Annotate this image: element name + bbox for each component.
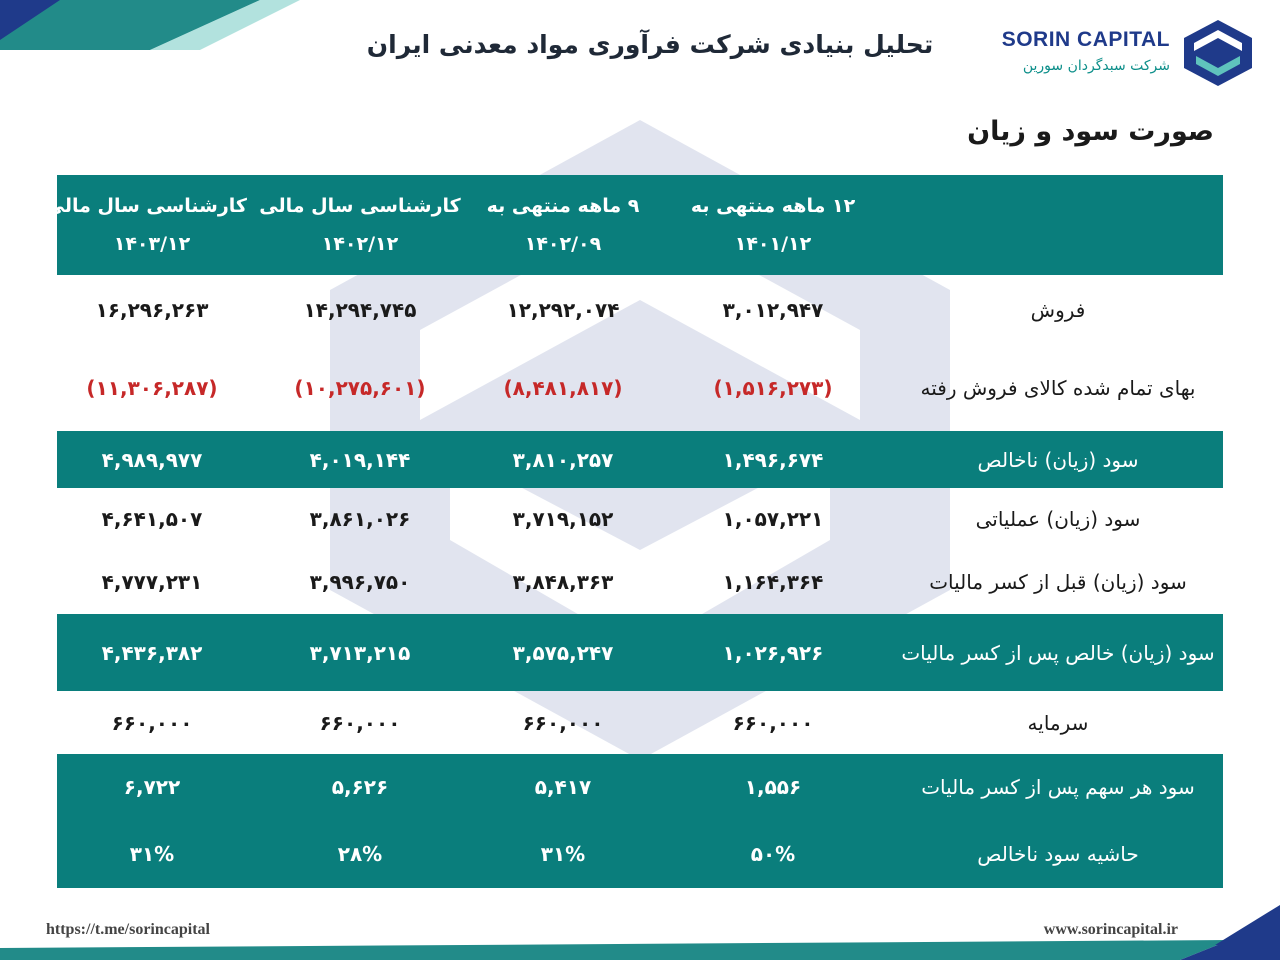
table-row-pretax-profit xyxy=(57,550,1223,614)
row-label: حاشیه سود ناخالص xyxy=(977,842,1139,866)
table-cell: ۱,۰۲۶,۹۲۶ xyxy=(722,640,824,665)
table-cell: ۱۲,۲۹۲,۰۷۴ xyxy=(506,298,620,322)
row-label: سود (زیان) عملیاتی xyxy=(975,507,1141,531)
table-cell: ۴,۴۳۶,۳۸۲ xyxy=(101,640,203,665)
table-cell: ۳,۸۱۰,۲۵۷ xyxy=(512,447,614,472)
table-cell: (۱۰,۲۷۵,۶۰۱) xyxy=(294,376,426,400)
column-header: کارشناسی سال مالی ۱۴۰۳/۱۲ xyxy=(45,195,247,255)
table-cell: ۴,۷۷۷,۲۳۱ xyxy=(101,570,203,594)
table-cell: ۶,۷۲۲ xyxy=(123,775,181,799)
table-cell: ۵,۴۱۷ xyxy=(534,775,592,799)
row-label: سود هر سهم پس از کسر مالیات xyxy=(921,775,1195,799)
table-cell: ۳,۵۷۵,۲۴۷ xyxy=(512,640,614,665)
table-cell: ۲۸% xyxy=(337,842,383,866)
row-label: فروش xyxy=(1030,298,1086,322)
table-row-operating-profit xyxy=(57,488,1223,550)
report-title: تحلیل بنیادی شرکت فرآوری مواد معدنی ایران xyxy=(366,30,934,59)
table-cell: ۳۱% xyxy=(540,842,586,866)
table-cell: ۱,۴۹۶,۶۷۴ xyxy=(722,447,824,472)
table-cell: ۵۰% xyxy=(750,842,796,866)
table-cell: ۱,۰۵۷,۲۲۱ xyxy=(722,507,824,531)
column-header: ۹ ماهه منتهی به ۱۴۰۲/۰۹ xyxy=(486,195,640,255)
table-cell: ۳۱% xyxy=(129,842,175,866)
table-row-cogs xyxy=(57,345,1223,431)
table-row-net-profit xyxy=(57,614,1223,691)
table-cell: ۴,۹۸۹,۹۷۷ xyxy=(101,447,203,472)
table-cell: ۳,۸۶۱,۰۲۶ xyxy=(309,507,411,531)
company-logo xyxy=(994,18,1254,88)
row-label: بهای تمام شده کالای فروش رفته xyxy=(920,376,1196,400)
table-cell: ۱,۱۶۴,۳۶۴ xyxy=(722,570,824,594)
sorin-logo-icon xyxy=(1182,18,1254,88)
logo-name: SORIN CAPITAL xyxy=(1001,28,1170,51)
table-cell: ۶۶۰,۰۰۰ xyxy=(111,710,193,735)
table-cell: (۸,۴۸۱,۸۱۷) xyxy=(503,376,623,400)
row-label: سود (زیان) قبل از کسر مالیات xyxy=(929,570,1187,594)
section-title: صورت سود و زیان xyxy=(967,116,1214,147)
row-label: سود (زیان) ناخالص xyxy=(977,447,1139,472)
table-cell: ۱۴,۲۹۴,۷۴۵ xyxy=(303,298,417,322)
table-cell: ۳,۷۱۹,۱۵۲ xyxy=(512,507,614,531)
table-cell: (۱۱,۳۰۶,۲۸۷) xyxy=(86,376,218,400)
table-cell: ۱۶,۲۹۶,۲۶۳ xyxy=(95,298,209,322)
telegram-link[interactable]: https://t.me/sorincapital xyxy=(46,921,210,938)
column-header: کارشناسی سال مالی ۱۴۰۲/۱۲ xyxy=(259,195,461,255)
table-cell: ۱,۵۵۶ xyxy=(744,775,802,799)
table-cell: ۳,۰۱۲,۹۴۷ xyxy=(722,298,824,322)
logo-subtitle: شرکت سبدگردان سورین xyxy=(1022,58,1170,74)
table-header-row xyxy=(45,175,1223,275)
table-row-eps xyxy=(57,754,1223,820)
table-row-sales xyxy=(57,275,1223,345)
row-label: سود (زیان) خالص پس از کسر مالیات xyxy=(901,640,1215,665)
row-label: سرمایه xyxy=(1027,710,1089,735)
table-row-gross-margin xyxy=(57,820,1223,888)
table-row-capital xyxy=(57,691,1223,754)
column-header: ۱۲ ماهه منتهی به ۱۴۰۱/۱۲ xyxy=(690,195,856,255)
table-cell: ۳,۷۱۳,۲۱۵ xyxy=(309,640,411,665)
bottom-right-decoration xyxy=(1215,905,1280,945)
table-row-gross-profit xyxy=(57,431,1223,488)
table-cell: ۳,۸۴۸,۳۶۳ xyxy=(512,570,614,594)
website-link[interactable]: www.sorincapital.ir xyxy=(1043,921,1178,938)
table-cell: ۶۶۰,۰۰۰ xyxy=(522,710,604,735)
table-cell: ۳,۹۹۶,۷۵۰ xyxy=(309,570,411,594)
table-cell: ۶۶۰,۰۰۰ xyxy=(319,710,401,735)
table-cell: ۴,۰۱۹,۱۴۴ xyxy=(309,447,411,472)
bottom-decoration xyxy=(0,940,1280,960)
table-cell: ۶۶۰,۰۰۰ xyxy=(732,710,814,735)
top-left-decoration xyxy=(0,0,300,50)
table-cell: ۴,۶۴۱,۵۰۷ xyxy=(101,507,203,531)
table-cell: (۱,۵۱۶,۲۷۳) xyxy=(713,376,833,400)
income-statement-table xyxy=(45,175,1223,888)
table-cell: ۵,۶۲۶ xyxy=(331,775,389,799)
